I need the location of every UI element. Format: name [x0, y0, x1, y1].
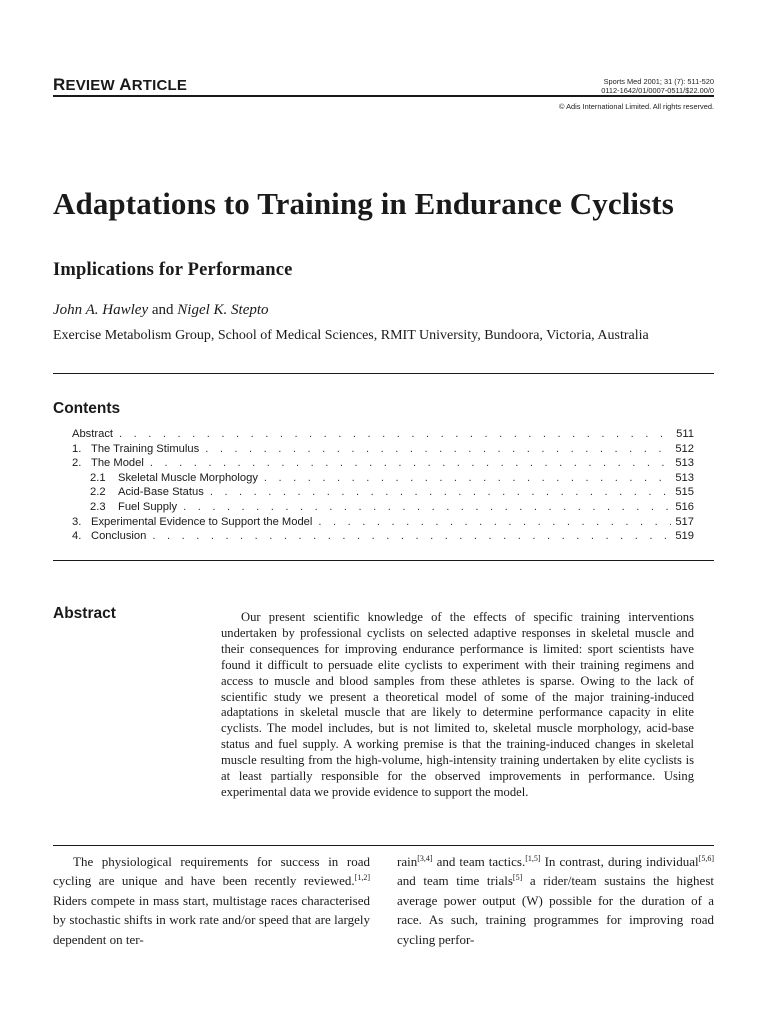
toc-page: 511 [676, 428, 694, 440]
toc-entry[interactable] [72, 457, 694, 472]
table-of-contents [72, 428, 694, 545]
author-name: John A. Hawley [53, 302, 149, 318]
abstract-text: Our present scientific knowledge of the effects of specific training interventions undertaken by professional cyclists on selected adaptive responses in skeletal muscle and their consequences for improving endurance performance is limited: sport scientists have found it difficult to persuade elite cyclists to experiment with their training regimens and access to muscle and blood samples from these athletes is sparse. Owing to the lack of scientific study we present a theoretical model of some of the major training-induced adaptations in skeletal muscle that are likely to determine performance capacity in elite cyclists. The model includes, but is not limited to, skeletal muscle morphology, acid-base status and fuel supply. A working premise is that the training-induced changes in skeletal muscle resulting from the high-volume, high-intensity training undertaken by elite cyclists is at least partially responsible for the observed improvements in performance. Using experimental data we provide evidence to support the model. [221, 610, 694, 799]
body-text: Riders compete in mass start, multistage races characterised by stochastic shifts in work rate and/or speed that are largely dependent on ter- [53, 892, 370, 947]
toc-label: Abstract [72, 428, 114, 440]
toc-page: 513 [675, 471, 694, 484]
toc-page: 512 [675, 442, 694, 455]
abstract-heading: Abstract [53, 605, 116, 622]
toc-entry[interactable] [72, 501, 694, 516]
toc-number: 4. [72, 530, 82, 543]
toc-number: 2. [72, 457, 82, 470]
toc-leader [264, 472, 671, 484]
toc-leader [210, 486, 672, 498]
affiliation: Exercise Metabolism Group, School of Medical Sciences, RMIT University, Bundoora, Victoria, Australia [53, 328, 649, 343]
toc-page: 519 [675, 530, 694, 543]
citation-ref[interactable]: [1,2] [354, 873, 370, 883]
section-label-rest-2: RTICLE [131, 77, 188, 94]
body-column-left [53, 852, 370, 949]
toc-page: 516 [675, 500, 694, 513]
contents-heading: Contents [53, 400, 121, 417]
article-subtitle: Implications for Performance [53, 260, 293, 280]
toc-entry[interactable] [72, 443, 694, 458]
header-rule [53, 95, 714, 97]
journal-citation [601, 78, 714, 95]
journal-citation-line: Sports Med 2001; 31 (7): 511-520 [603, 77, 714, 86]
toc-leader [150, 457, 671, 469]
toc-page: 517 [675, 515, 694, 528]
toc-entry[interactable] [72, 472, 694, 487]
citation-ref[interactable]: [5,6] [698, 854, 714, 863]
section-label [53, 75, 187, 95]
citation-ref[interactable]: [5] [512, 873, 523, 883]
journal-issn-line: 0112-1642/01/0007-0511/$22.00/0 [601, 85, 714, 95]
toc-label: Experimental Evidence to Support the Model [91, 515, 313, 528]
citation-ref[interactable]: [3,4] [417, 854, 433, 863]
body-text: and team tactics. [432, 854, 526, 869]
section-label-rest: EVIEW [65, 77, 115, 94]
toc-label: Fuel Supply [118, 500, 178, 513]
toc-entry[interactable] [72, 428, 694, 443]
toc-leader [205, 443, 671, 455]
toc-label: Conclusion [91, 530, 147, 543]
toc-page: 515 [675, 486, 694, 499]
body-column-right [397, 852, 714, 949]
section-divider [53, 845, 714, 846]
section-divider [53, 560, 714, 561]
toc-number: 3. [72, 515, 82, 528]
toc-leader [318, 516, 671, 528]
toc-entry[interactable] [72, 486, 694, 501]
toc-leader [152, 530, 671, 542]
body-text: and team time trials [397, 873, 513, 889]
body-text: In contrast, during individual [540, 854, 699, 869]
toc-entry[interactable] [72, 516, 694, 531]
toc-number: 2.3 [90, 500, 106, 513]
copyright-notice: © Adis International Limited. All rights reserved. [559, 102, 714, 111]
section-label-initial: R [53, 75, 66, 94]
toc-number: 1. [72, 442, 82, 455]
citation-ref[interactable]: [1,5] [525, 854, 541, 863]
toc-label: The Training Stimulus [91, 442, 200, 455]
body-text: rain [397, 854, 418, 869]
toc-label: Acid-Base Status [118, 486, 204, 499]
toc-label: The Model [91, 457, 144, 470]
body-text: The physiological requirements for success in road cycling are unique and have been recently reviewed. [53, 854, 370, 889]
section-label-initial-2: A [119, 75, 132, 94]
toc-label: Skeletal Muscle Morphology [118, 471, 258, 484]
toc-number: 2.1 [90, 471, 106, 484]
author-line [53, 302, 269, 319]
toc-page: 513 [675, 457, 694, 470]
author-name: Nigel K. Stepto [177, 302, 269, 318]
toc-leader [119, 428, 672, 440]
toc-entry[interactable] [72, 530, 694, 545]
toc-number: 2.2 [90, 486, 106, 499]
section-divider [53, 373, 714, 374]
body-text: a rider/team sustains the highest average power output (W) possible for the duration of a race. As such, training programmes for improving road cycling perfor- [397, 873, 714, 947]
article-title: Adaptations to Training in Endurance Cyclists [53, 186, 674, 221]
toc-leader [183, 501, 671, 513]
author-separator: and [148, 302, 178, 318]
